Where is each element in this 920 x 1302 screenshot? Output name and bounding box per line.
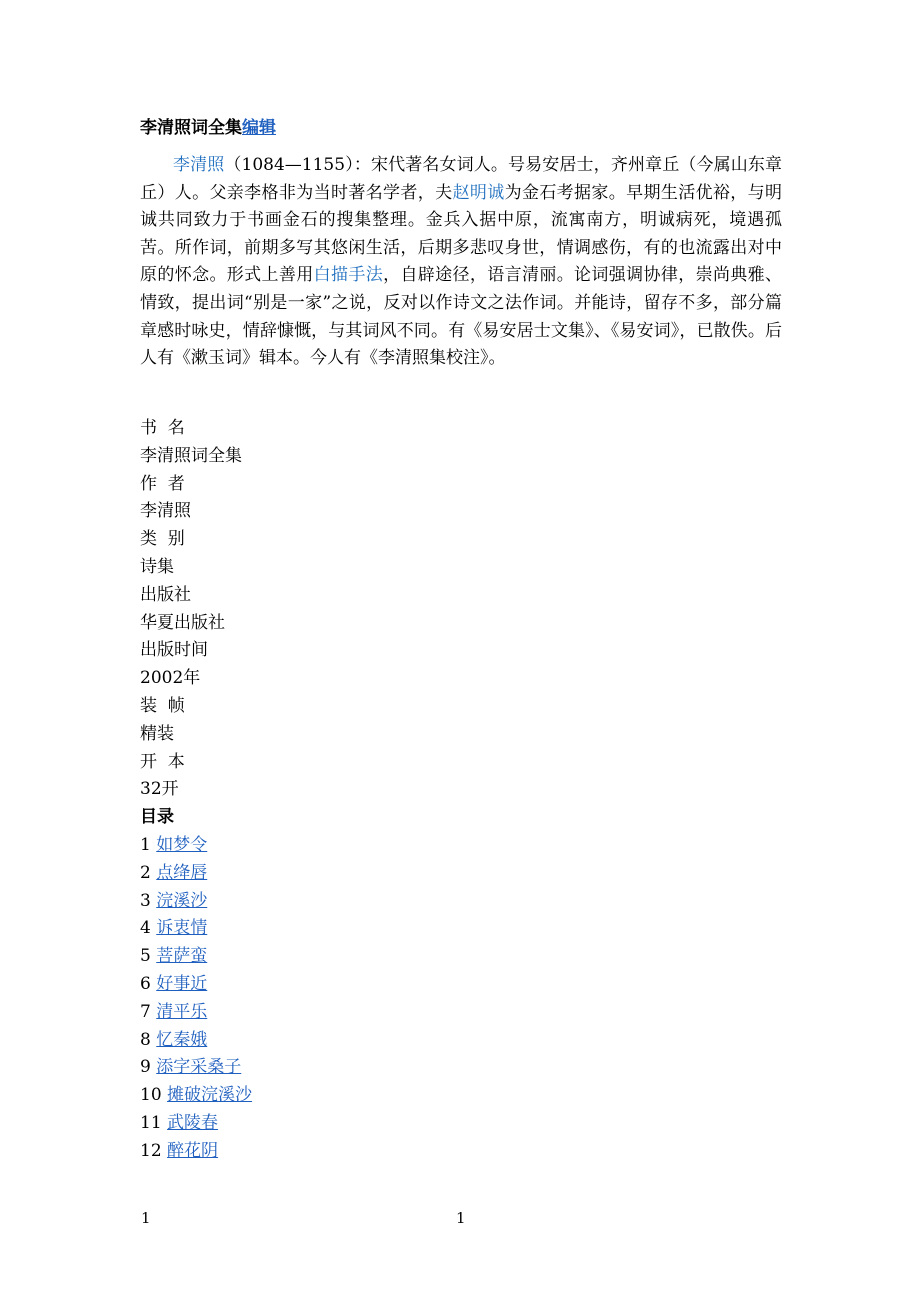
author-intro-paragraph — [140, 152, 782, 373]
info-value-title: 李清照词全集 — [140, 445, 242, 466]
toc-item-number: 11 — [140, 1112, 162, 1133]
toc-item-number: 12 — [140, 1140, 162, 1161]
toc-item-link[interactable]: 醉花阴 — [167, 1140, 219, 1161]
intro-text-3: ，自辟途径，语言清丽。论词强调协律，崇尚典雅、情致，提出词“别是一家”之说，反对以作诗文之法作词。并能诗，留存不多，部分篇章感时咏史，情辞慷慨，与其词风不同。有《易安居士文集》、《易安词》，已散佚。后人有《漱玉词》辑本。今人有《李清照集校注》。 — [140, 265, 783, 369]
toc-item-number: 9 — [140, 1057, 151, 1078]
info-value-author: 李清照 — [140, 501, 191, 522]
footer-page-number-left: 1 — [141, 1209, 151, 1227]
toc-item-link[interactable]: 诉衷情 — [156, 918, 208, 939]
info-label-binding: 装 帧 — [140, 695, 185, 716]
toc-item — [140, 1110, 252, 1138]
info-label-pubdate: 出版时间 — [140, 640, 208, 661]
toc-item-number: 4 — [140, 918, 151, 939]
toc-item-link[interactable]: 武陵春 — [167, 1112, 219, 1133]
toc-item — [140, 1082, 252, 1110]
toc-item — [140, 915, 252, 943]
info-label-author: 作 者 — [140, 473, 185, 494]
toc-item-link[interactable]: 清平乐 — [156, 1001, 208, 1022]
page-title — [140, 116, 276, 140]
toc-item — [140, 860, 252, 888]
footer-page-number-center: 1 — [456, 1209, 466, 1227]
toc-item-number: 2 — [140, 862, 151, 883]
info-value-pubdate: 2002年 — [140, 668, 201, 689]
intro-text-2: 为金石考据家。早期生活优裕，与明诚共同致力于书画金石的搜集整理。金兵入据中原，流寓南方，明诚病死，境遇孤苦。所作词，前期多写其悠闲生活，后期多悲叹身世，情调感伤，有的也流露出对中原的怀念。形式上善用 — [140, 182, 783, 286]
info-value-category: 诗集 — [140, 556, 174, 577]
book-info-list — [140, 415, 252, 1166]
toc-item — [140, 971, 252, 999]
edit-link[interactable]: 编辑 — [242, 118, 276, 138]
info-value-binding: 精装 — [140, 723, 174, 744]
toc-item — [140, 832, 252, 860]
toc-item-link[interactable]: 添字采桑子 — [156, 1057, 242, 1078]
info-label-title: 书 名 — [140, 418, 185, 438]
toc-item-number: 8 — [140, 1029, 151, 1050]
toc-item-link[interactable]: 如梦令 — [156, 834, 208, 855]
toc-item-number: 7 — [140, 1001, 151, 1022]
title-text: 李清照词全集 — [140, 118, 242, 138]
author-name-link[interactable]: 李清照 — [173, 155, 225, 175]
toc-item-link[interactable]: 忆秦娥 — [156, 1029, 208, 1050]
toc-item-link[interactable]: 点绛唇 — [156, 862, 208, 883]
toc-item-number: 5 — [140, 946, 151, 967]
toc-item-number: 1 — [140, 834, 151, 855]
toc-item-number: 6 — [140, 973, 151, 994]
toc-item-link[interactable]: 菩萨蛮 — [156, 946, 208, 967]
info-label-category: 类 别 — [140, 529, 185, 550]
toc-item — [140, 999, 252, 1027]
toc-item — [140, 1138, 252, 1166]
toc-item — [140, 943, 252, 971]
toc-item-number: 3 — [140, 890, 151, 911]
toc-item-number: 10 — [140, 1085, 162, 1106]
info-value-publisher: 华夏出版社 — [140, 612, 225, 633]
toc-heading: 目录 — [140, 807, 174, 828]
info-label-format: 开 本 — [140, 751, 185, 772]
husband-name-link[interactable]: 赵明诚 — [452, 182, 505, 203]
toc-item-link[interactable]: 摊破浣溪沙 — [167, 1085, 253, 1106]
toc-item — [140, 1054, 252, 1082]
toc-item-link[interactable]: 浣溪沙 — [156, 890, 208, 911]
info-label-publisher: 出版社 — [140, 584, 191, 605]
info-value-format: 32开 — [140, 779, 179, 800]
technique-link[interactable]: 白描手法 — [313, 265, 384, 286]
intro-text-1: （1084—1155）：宋代著名女词人。号易安居士，齐州章丘（今属山东章丘）人。父亲李格非为当时著名学者，夫 — [140, 155, 783, 203]
toc-item-link[interactable]: 好事近 — [156, 973, 208, 994]
toc-item — [140, 1027, 252, 1055]
toc-item — [140, 888, 252, 916]
